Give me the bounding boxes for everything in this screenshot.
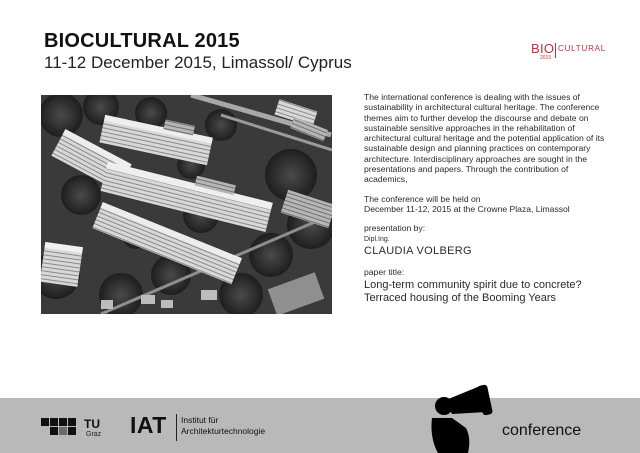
- conference-description: The international conference is dealing with the issues of sustainability in architectural cultural heritage. The conference themes aim to further develop the discourse and debate on sustainable sensitive approaches in the rehabilitation of architectural cultural heritage and the potential application of its sustainable design and planning practices on contemporary architecture. Interdisciplinary approaches are sought in the presentations and papers. Through the contribution of academics,: [364, 92, 605, 185]
- iat-name-line-2: Architekturtechnologie: [181, 426, 266, 436]
- venue-intro: The conference will be held on: [364, 193, 481, 204]
- tu-logo-text: TU: [84, 417, 100, 431]
- paper-title-line-2: Terraced housing of the Booming Years: [364, 291, 557, 304]
- megaphone-icon: [424, 384, 500, 453]
- aerial-photo-illustration: [41, 95, 332, 314]
- presenter-title: Dipl.Ing.: [364, 235, 390, 243]
- event-date-location: 11-12 December 2015, Limassol/ Cyprus: [44, 53, 352, 72]
- tu-logo-city: Graz: [86, 431, 102, 438]
- iat-name-line-1: Institut für: [181, 415, 219, 425]
- logo-cultural-text: CULTURAL: [558, 44, 607, 53]
- venue-details: December 11-12, 2015 at the Crowne Plaza, Limassol: [364, 203, 570, 214]
- iat-abbreviation: IAT: [130, 412, 167, 438]
- biocultural-logo: [531, 41, 611, 63]
- page-title: BIOCULTURAL 2015: [44, 30, 240, 52]
- paper-title-line-1: Long-term community spirit due to concrete?: [364, 278, 582, 291]
- logo-bio-text: BIO: [531, 41, 555, 56]
- conference-label: conference: [502, 422, 582, 439]
- presentation-label: presentation by:: [364, 223, 426, 234]
- logo-divider: [555, 43, 556, 58]
- aerial-housing-photo: [41, 95, 332, 314]
- footer-bar: [0, 398, 640, 453]
- paper-label: paper title:: [364, 266, 405, 277]
- logo-year-text: 2015: [540, 55, 552, 61]
- tu-graz-logo-icon: [41, 416, 111, 442]
- tu-graz-squares-icon: [41, 416, 83, 440]
- conference-info: [364, 92, 614, 305]
- iat-divider: [176, 414, 177, 441]
- presenter-name: CLAUDIA VOLBERG: [364, 244, 472, 257]
